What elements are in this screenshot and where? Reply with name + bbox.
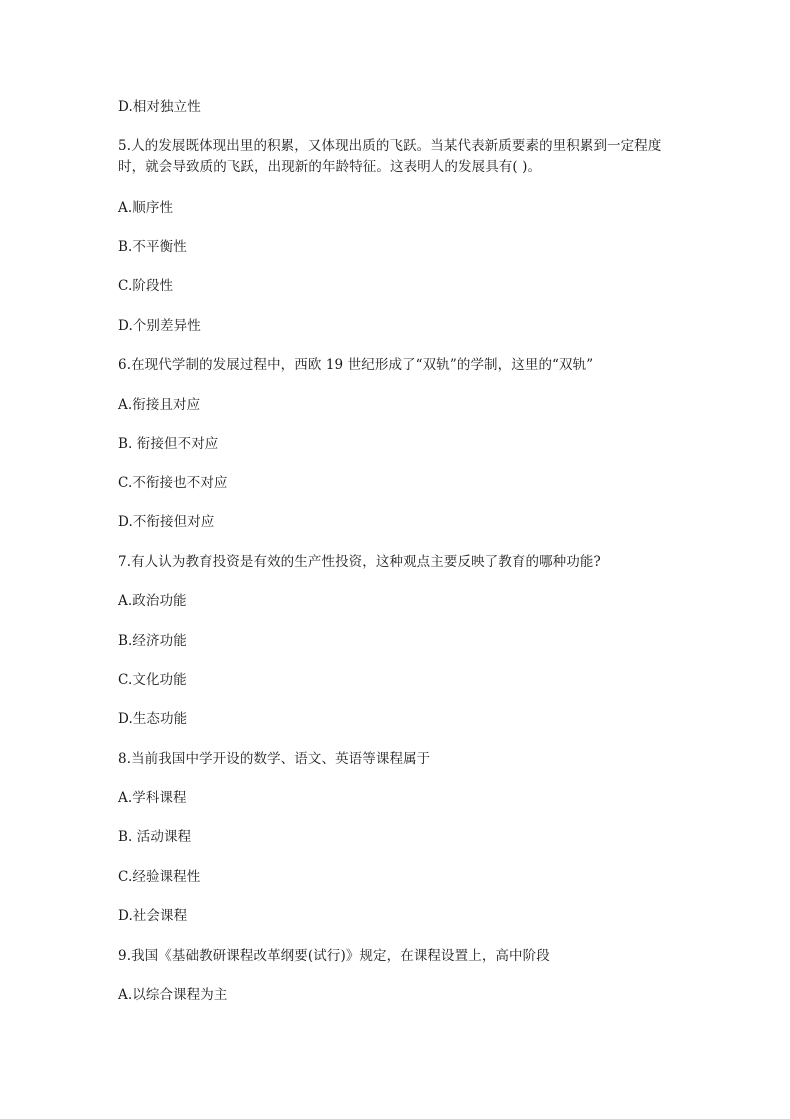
question-text: 5.人的发展既体现出里的积累，又体现出质的飞跃。当某代表新质要素的里积累到一定程度时，就会导致质的飞跃，出现新的年龄特征。这表明人的发展具有( )。 <box>118 138 662 175</box>
option-text: D.生态功能 <box>118 711 188 727</box>
option-text: C.阶段性 <box>118 278 174 294</box>
question-text: 9.我国《基础教研课程改革纲要(试行)》规定，在课程设置上，高中阶段 <box>118 948 550 964</box>
option-text: B. 活动课程 <box>118 829 192 845</box>
option-text: B.经济功能 <box>118 633 187 649</box>
option-text: C.文化功能 <box>118 672 187 688</box>
question-text: 7.有人认为教育投资是有效的生产性投资，这种观点主要反映了教育的哪种功能? <box>118 554 601 570</box>
option-text: C.经验课程性 <box>118 869 201 885</box>
option-text: A.衔接且对应 <box>118 397 201 413</box>
question-text: 8.当前我国中学开设的数学、语文、英语等课程属于 <box>118 751 431 767</box>
option-text: A.以综合课程为主 <box>118 987 228 1003</box>
option-text: B.不平衡性 <box>118 239 187 255</box>
option-text: C.不衔接也不对应 <box>118 475 228 491</box>
option-text: D.相对独立性 <box>118 99 201 115</box>
option-text: B. 衔接但不对应 <box>118 436 219 452</box>
option-text: A.学科课程 <box>118 790 187 806</box>
option-text: A.顺序性 <box>118 200 174 216</box>
question-text: 6.在现代学制的发展过程中，西欧 19 世纪形成了“双轨”的学制，这里的“双轨” <box>118 357 594 373</box>
option-text: D.不衔接但对应 <box>118 514 215 530</box>
option-text: D.个别差异性 <box>118 318 201 334</box>
option-text: D.社会课程 <box>118 908 188 924</box>
option-text: A.政治功能 <box>118 593 187 609</box>
